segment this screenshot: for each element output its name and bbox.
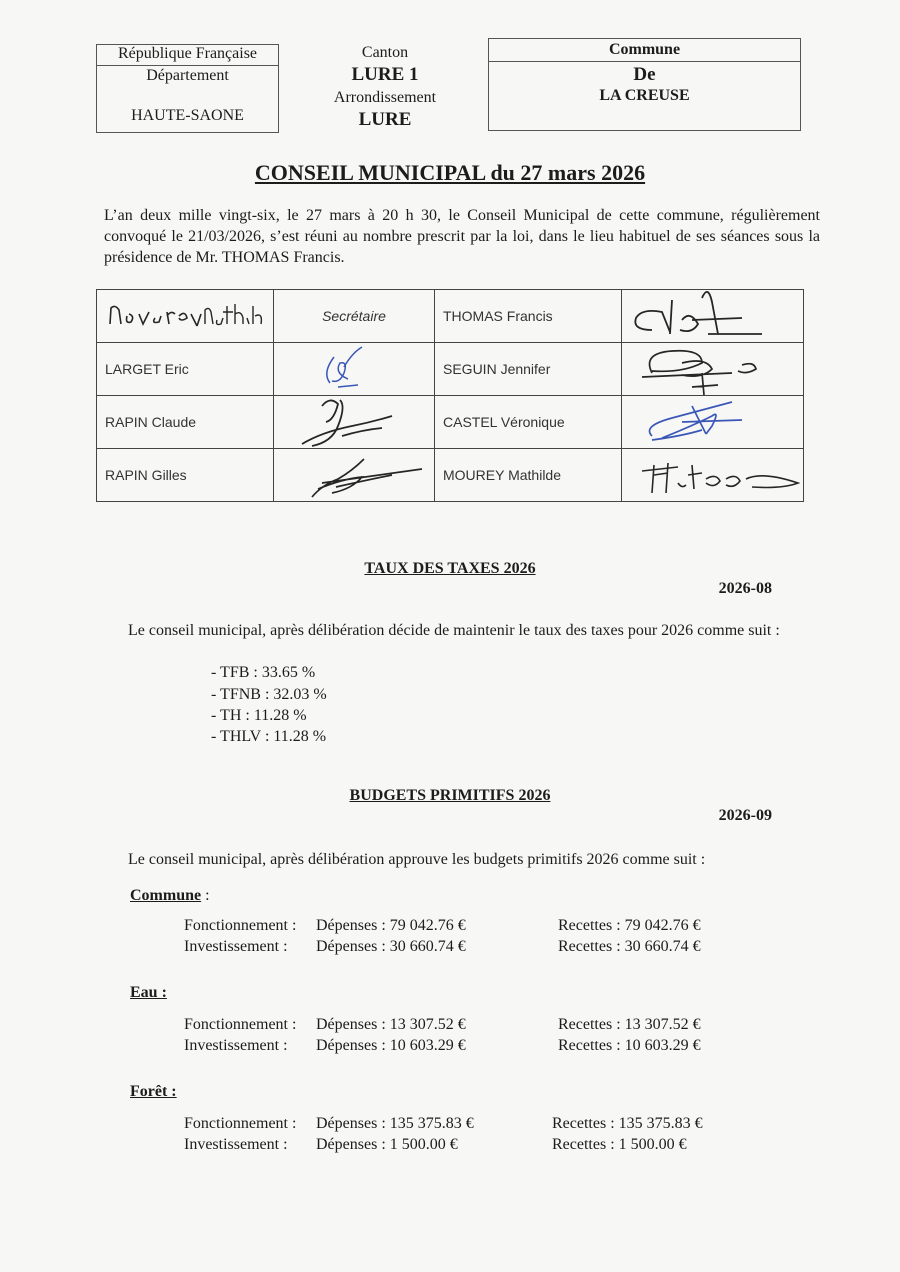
republique-label: République Française [117,45,258,62]
member-name-cell: LARGET Eric [97,343,274,396]
header-center [300,44,470,134]
taxes-heading: TAUX DES TAXES 2026 [364,560,536,577]
budget-line-recettes: Recettes : 79 042.76 € [558,917,701,934]
budget-group-label-suffix: : [201,887,210,904]
budget-line-depenses: Dépenses : 135 375.83 € [316,1115,474,1132]
budgets-paragraph: Le conseil municipal, après délibération approuve les budgets primitifs 2026 comme suit : [128,851,706,868]
signature-larget-eric [282,343,426,395]
budget-line-recettes: Recettes : 1 500.00 € [552,1136,687,1153]
table-row [97,343,804,396]
budget-line-section: Fonctionnement : [184,917,301,934]
taxes-ref: 2026-08 [718,580,772,597]
signature-seguin-jennifer [622,343,803,395]
budget-group-commune [130,887,210,905]
signature-cell [622,396,804,449]
budget-line-depenses: Dépenses : 10 603.29 € [316,1037,466,1054]
signature-mourey-mathilde [622,449,803,501]
table-row [97,449,804,502]
budget-line-recettes: Recettes : 135 375.83 € [552,1115,703,1132]
tax-rate-item: - TFB : 33.65 % [211,664,316,681]
signature-cell [622,449,804,502]
budget-line-section: Fonctionnement : [184,1016,301,1033]
budget-line-section: Investissement : [184,1037,296,1054]
budget-line-depenses: Dépenses : 1 500.00 € [316,1136,458,1153]
header-right-divider [489,61,800,62]
budget-line-recettes: Recettes : 10 603.29 € [558,1037,701,1054]
budget-line-section: Investissement : [184,1136,296,1153]
table-row [97,290,804,343]
member-name-cell: SEGUIN Jennifer [435,343,622,396]
commune-value: LA CREUSE [599,87,690,104]
member-name-cell: THOMAS Francis [435,290,622,343]
header-left-box [96,44,279,133]
member-name-cell: MOUREY Mathilde [435,449,622,502]
signature-cell [622,343,804,396]
member-name-cell: RAPIN Claude [97,396,274,449]
canton-label: Canton [361,44,409,61]
budget-line-section: Fonctionnement : [184,1115,301,1132]
signature-thomas-francis [622,290,803,342]
member-name-cell [97,290,274,343]
departement-value: HAUTE-SAONE [131,107,244,124]
member-name-cell: CASTEL Véronique [435,396,622,449]
budgets-ref: 2026-09 [718,807,772,824]
taxes-paragraph: Le conseil municipal, après délibération décide de maintenir le taux des taxes pour 2026 comme suit : [128,622,780,639]
budget-line-recettes: Recettes : 30 660.74 € [558,938,701,955]
signature-rapin-gilles [282,449,426,501]
commune-label: Commune [608,41,681,58]
budget-group-label: Forêt : [130,1083,177,1100]
canton-value: LURE 1 [351,64,419,85]
departement-label: Département [146,67,229,84]
signature-cell [274,449,435,502]
budget-line-depenses: Dépenses : 13 307.52 € [316,1016,466,1033]
attendance-table [96,289,804,502]
tax-rate-item: - TFNB : 32.03 % [211,686,327,703]
arrondissement-value: LURE [358,109,412,130]
budget-line-recettes: Recettes : 13 307.52 € [558,1016,701,1033]
budgets-heading: BUDGETS PRIMITIFS 2026 [349,787,551,804]
tax-rate-item: - TH : 11.28 % [211,707,307,724]
budget-line-depenses: Dépenses : 30 660.74 € [316,938,466,955]
role-cell: Secrétaire [274,290,435,343]
page-title: CONSEIL MUNICIPAL du 27 mars 2026 [254,160,646,185]
tax-rate-item: - THLV : 11.28 % [211,728,327,745]
signature-cell [274,343,435,396]
signature-rapin-claude [282,396,426,448]
commune-de: De [633,64,656,85]
budget-group-label: Eau : [130,984,167,1001]
header-left-divider [97,65,278,66]
budget-line-depenses: Dépenses : 79 042.76 € [316,917,466,934]
signature-cell [622,290,804,343]
budget-group-label: Commune [130,887,202,904]
budget-line-section: Investissement : [184,938,296,955]
member-name-cell: RAPIN Gilles [97,449,274,502]
handwritten-name-mourey-mathilde [105,296,265,336]
signature-castel-veronique [622,396,803,448]
table-row [97,396,804,449]
header-right-box [488,38,801,131]
signature-cell [274,396,435,449]
intro-paragraph: L’an deux mille vingt-six, le 27 mars à 20 h 30, le Conseil Municipal de cette commune, régulièrement convoqué le 21/03/2026, s’est réuni au nombre prescrit par la loi, dans le lieu habituel de ses séances sous la présidence de Mr. THOMAS Francis. [104,207,820,266]
arrondissement-label: Arrondissement [333,89,437,106]
